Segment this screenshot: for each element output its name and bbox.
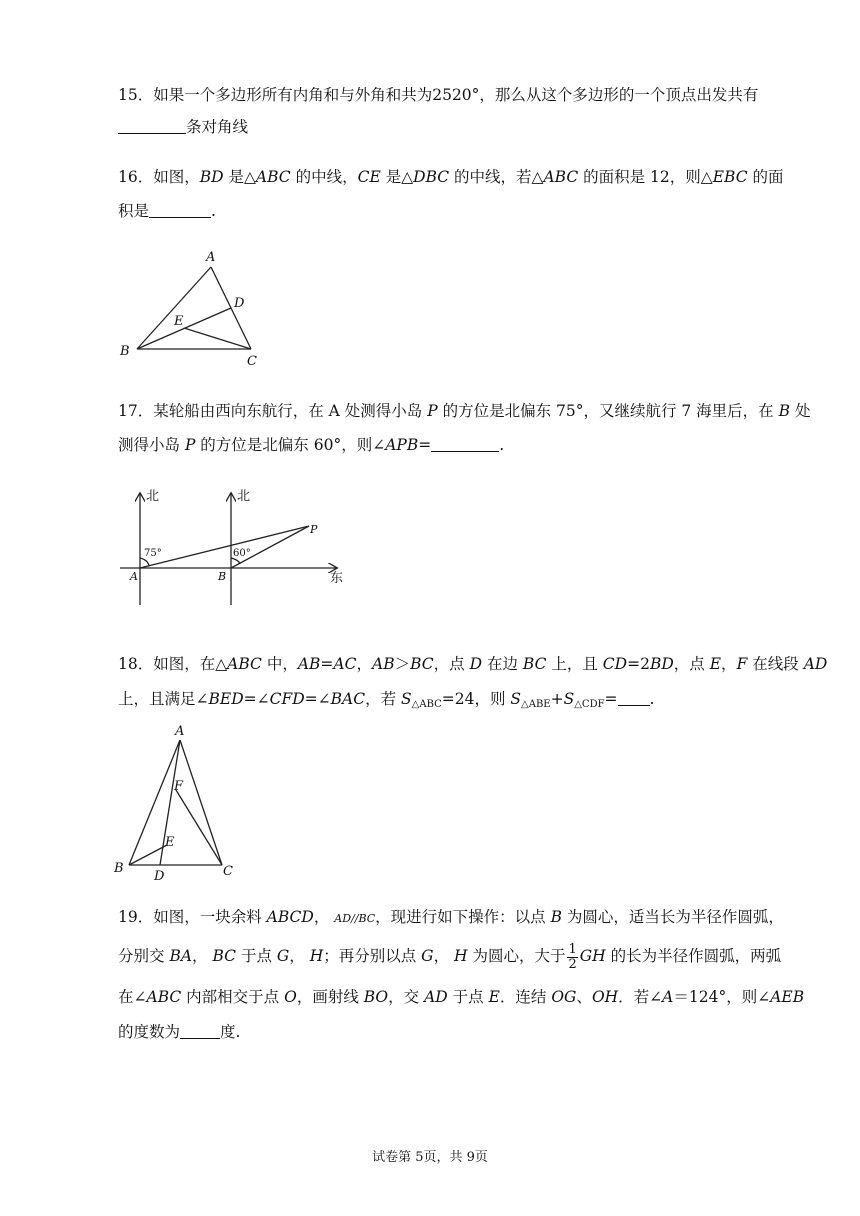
north-label-b: 北 <box>237 489 251 504</box>
answer-blank[interactable] <box>431 437 499 452</box>
angle-label-75: 75° <box>144 548 162 559</box>
answer-blank[interactable] <box>618 691 650 706</box>
angle-label-60: 60° <box>233 548 251 559</box>
label-a: A <box>206 250 216 265</box>
q19-line2: 分别交 BA， BC 于点 G， H；再分别以点 G， H 为圆心，大于 $\frac{1}{2}$ GH 的长为半径作圆弧，两弧 <box>118 941 782 972</box>
segment-cf <box>176 790 222 865</box>
label-p: P <box>310 523 318 536</box>
q15-line2: 条对角线 <box>118 116 248 138</box>
q16-line2: 积是 . <box>118 202 216 220</box>
segment-ab <box>137 267 211 349</box>
label-a: A <box>130 570 138 583</box>
east-label: 东 <box>330 571 344 586</box>
angle-arc-75 <box>140 558 149 566</box>
label-c: C <box>223 864 233 879</box>
north-label-a: 北 <box>146 489 160 504</box>
label-c: C <box>247 354 257 369</box>
q18-line2: 上，且满足∠BED=∠CFD=∠BAC，若 $S_{\triangle ABC}=24$，则 $S_{\triangle ABE}+S_{\triangle CDF}=$ . <box>118 690 655 710</box>
label-f: F <box>174 779 184 794</box>
q16-line1: 16．如图，BD 是△ABC 的中线，CE 是△DBC 的中线，若△ABC 的面积是 12，则△EBC 的面 <box>118 168 784 186</box>
fraction-one-half: $\frac{1}{2}$ <box>568 941 577 972</box>
q17-figure <box>110 480 360 615</box>
answer-blank[interactable] <box>149 203 211 218</box>
label-a: A <box>175 724 185 739</box>
q19-line1: 19．如图，一块余料 ABCD， AD//BC，现进行如下操作：以点 B 为圆心，适当长为半径作圆弧， <box>118 908 784 926</box>
q15-line1: 15．如果一个多边形所有内角和与外角和共为2520°，那么从这个多边形的一个顶点出发共有 <box>118 86 759 104</box>
label-b: B <box>218 570 227 583</box>
q18-line1: 18．如图，在△ABC 中，AB=AC，AB＞BC，点 D 在边 BC 上，且 CD=2BD，点 E，F 在线段 AD <box>118 655 828 673</box>
segment-ac <box>180 740 222 865</box>
answer-blank[interactable] <box>180 1024 220 1039</box>
q16-figure <box>110 245 280 370</box>
label-d: D <box>154 869 165 882</box>
page-footer: 试卷第 5页，共 9页 <box>372 1150 488 1165</box>
label-e: E <box>165 835 175 850</box>
q19-line4: 的度数为 度. <box>118 1023 241 1041</box>
q17-line2: 测得小岛 P 的方位是北偏东 60°，则∠APB= . <box>118 436 505 454</box>
segment-bp <box>231 526 309 568</box>
label-b: B <box>114 861 124 876</box>
segment-ce <box>184 328 251 349</box>
segment-ap <box>140 526 309 568</box>
label-b: B <box>120 344 130 359</box>
label-e: E <box>174 314 184 329</box>
answer-blank[interactable] <box>118 119 186 134</box>
q17-line1: 17．某轮船由西向东航行，在 A 处测得小岛 P 的方位是北偏东 75°，又继续航行 7 海里后，在 B 处 <box>118 402 811 420</box>
q19-line3: 在∠ABC 内部相交于点 O，画射线 BO，交 AD 于点 E．连结 OG、OH．若∠A＝124°，则∠AEB <box>118 988 805 1006</box>
q18-figure <box>108 722 243 882</box>
label-d: D <box>234 296 245 311</box>
